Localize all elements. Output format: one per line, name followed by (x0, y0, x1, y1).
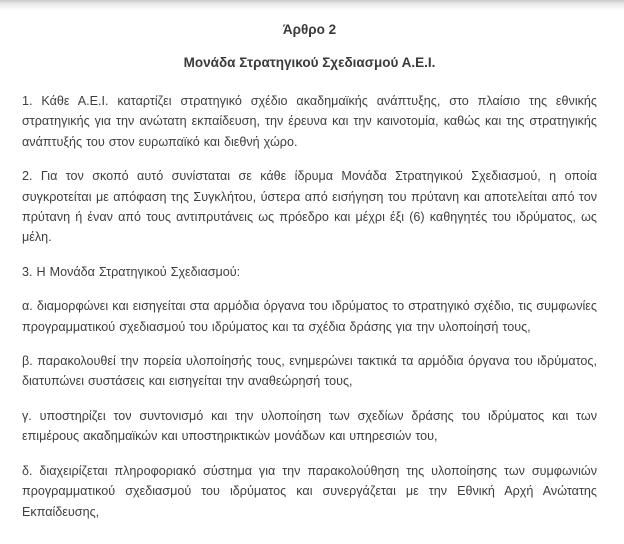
paragraph-3a: α. διαμορφώνει και εισηγείται στα αρμόδια όργανα του ιδρύματος το στρατηγικό σχέδιο, τις συμφωνίες προγραμματικού σχεδιασμού του ιδρύματος και τα σχέδια δράσης για την υλοποίησή τους, (22, 299, 597, 334)
paragraph-3b: β. παρακολουθεί την πορεία υλοποίησής τους, ενημερώνει τακτικά τα αρμόδια όργανα του ιδρύματος, διατυπώνει συστάσεις και εισηγείται την αναθεώρησή τους, (22, 354, 597, 389)
article-title: Άρθρο 2 (282, 22, 337, 37)
page-top-shadow (0, 0, 624, 10)
paragraph-3c: γ. υποστηρίζει τον συντονισμό και την υλοποίηση των σχεδίων δράσης του ιδρύματος και των επιμέρους ακαδημαϊκών και υποστηρικτικών μονάδων και υπηρεσιών του, (22, 408, 597, 444)
paragraph-2: 2. Για τον σκοπό αυτό συνίσταται σε κάθε ίδρυμα Μονάδα Στρατηγικού Σχεδιασμού, η οποία συγκροτείται με απόφαση της Συγκλήτου, ύστερα από εισήγηση του πρύτανη και αποτελείται από τον πρύτανη ή έναν από τους αντιπρυτάνεις ως πρόεδρο και μέχρι έξι (6) καθηγητές του ιδρύματος, ως μέλη. (22, 169, 597, 245)
article-subtitle: Μονάδα Στρατηγικού Σχεδιασμού Α.Ε.Ι. (183, 55, 436, 70)
paragraph-3-heading: 3. Η Μονάδα Στρατηγικού Σχεδιασμού: (22, 264, 241, 279)
paragraph-1: 1. Κάθε Α.Ε.Ι. καταρτίζει στρατηγικό σχέδιο ακαδημαϊκής ανάπτυξης, στο πλαίσιο της εθνικής στρατηγικής για την ανώτατη εκπαίδευση, την έρευνα και την καινοτομία, καθώς και της στρατηγικής ανάπτυξής του στον ευρωπαϊκό και διεθνή χώρο. (22, 94, 597, 149)
document-page (0, 10, 624, 522)
paragraph-3d: δ. διαχειρίζεται πληροφοριακό σύστημα για την παρακολούθηση της υλοποίησης των συμφωνιών προγραμματικού σχεδιασμού του ιδρύματος και συνεργάζεται με την Εθνική Αρχή Ανώτατης Εκπαίδευσης, (22, 463, 597, 519)
